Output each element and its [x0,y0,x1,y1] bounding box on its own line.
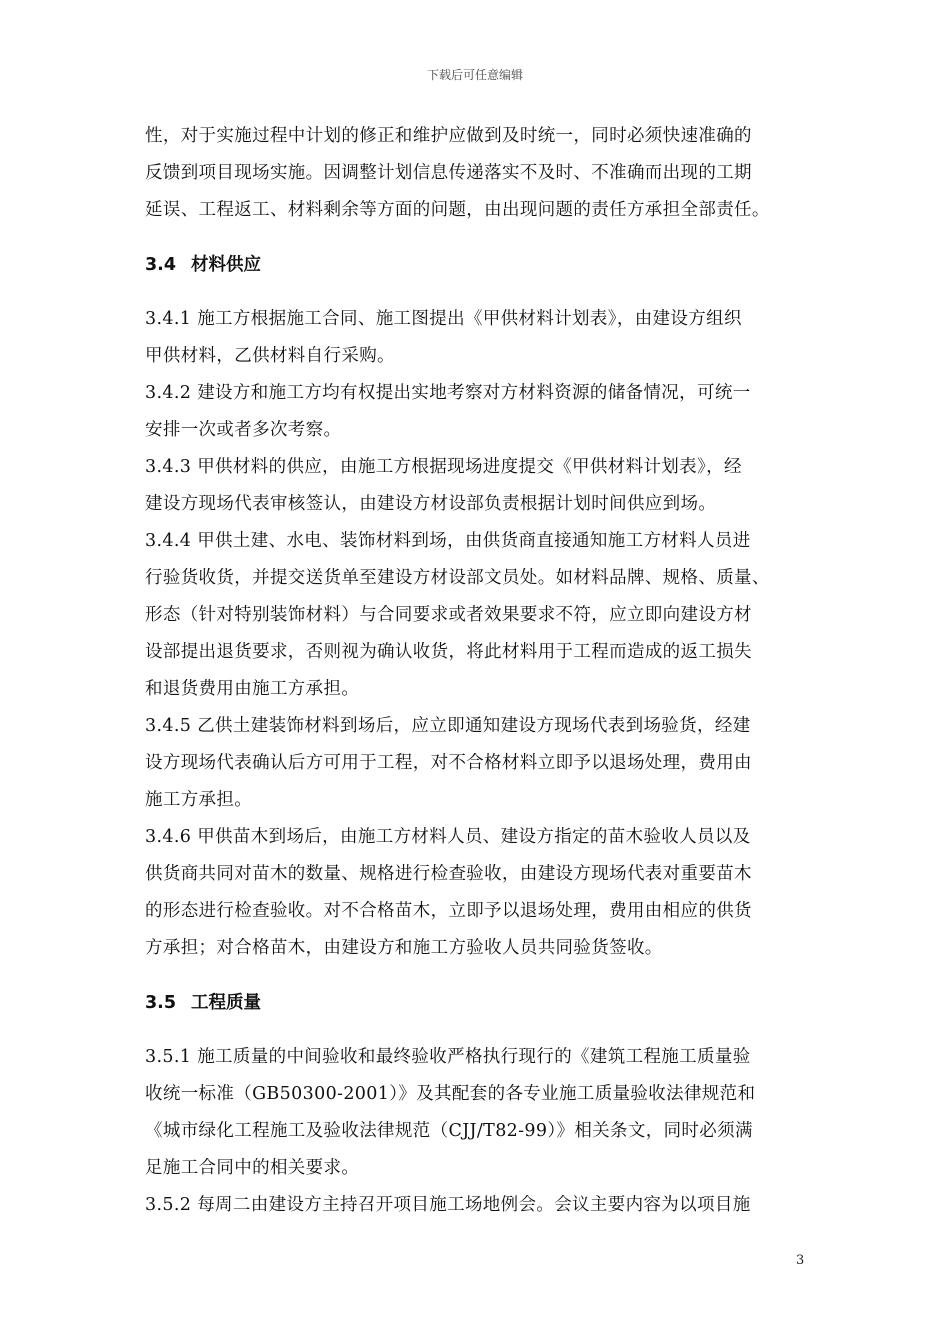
section-heading-3-5 [145,985,815,1022]
text-line: 收统一标准（GB50300-2001）》及其配套的各专业施工质量验收法律规范和 [145,1084,756,1104]
section-3-4-body [145,301,815,967]
section-title: 材料供应 [191,255,261,275]
document-body [145,118,815,1224]
page-header: 下载后可任意编辑 [426,68,523,82]
text-line: 方承担；对合格苗木，由建设方和施工方验收人员共同验货签收。 [145,938,663,958]
intro-paragraph [145,118,815,229]
text-line: 甲供材料，乙供材料自行采购。 [145,346,395,366]
text-line: 性，对于实施过程中计划的修正和维护应做到及时统一，同时必须快速准确的 [145,126,752,146]
text-line: 3.4.4 甲供土建、水电、装饰材料到场，由供货商直接通知施工方材料人员进 [145,531,751,551]
text-line: 建设方现场代表审核签认，由建设方材设部负责根据计划时间供应到场。 [145,494,717,514]
text-line: 《城市绿化工程施工及验收法律规范（CJJ/T82-99）》相关条文，同时必须满 [145,1121,753,1141]
page-number: 3 [796,1253,805,1268]
text-line: 3.4.1 施工方根据施工合同、施工图提出《甲供材料计划表》，由建设方组织 [145,309,742,329]
text-line: 足施工合同中的相关要求。 [145,1158,360,1178]
section-heading-3-4 [145,247,815,284]
text-line: 安排一次或者多次考察。 [145,420,342,440]
text-line: 3.4.5 乙供土建装饰材料到场后，应立即通知建设方现场代表到场验货，经建 [145,716,751,736]
text-line: 的形态进行检查验收。对不合格苗木，立即予以退场处理，费用由相应的供货 [145,901,752,921]
text-line: 3.4.6 甲供苗木到场后，由施工方材料人员、建设方指定的苗木验收人员以及 [145,827,751,847]
text-line: 3.4.3 甲供材料的供应，由施工方根据现场进度提交《甲供材料计划表》，经 [145,457,742,477]
section-3-5-body [145,1039,815,1224]
section-title: 工程质量 [191,993,261,1013]
section-number: 3.5 [145,993,177,1013]
text-line: 3.5.1 施工质量的中间验收和最终验收严格执行现行的《建筑工程施工质量验 [145,1047,751,1067]
text-line: 设方现场代表确认后方可用于工程，对不合格材料立即予以退场处理，费用由 [145,753,752,773]
section-number: 3.4 [145,255,177,275]
text-line: 施工方承担。 [145,790,253,810]
text-line: 行验货收货，并提交送货单至建设方材设部文员处。如材料品牌、规格、质量、 [145,568,770,588]
text-line: 反馈到项目现场实施。因调整计划信息传递落实不及时、不准确而出现的工期 [145,163,752,183]
text-line: 延误、工程返工、材料剩余等方面的问题，由出现问题的责任方承担全部责任。 [145,200,770,220]
text-line: 3.4.2 建设方和施工方均有权提出实地考察对方材料资源的储备情况，可统一 [145,383,751,403]
text-line: 和退货费用由施工方承担。 [145,679,360,699]
text-line: 形态（针对特别装饰材料）与合同要求或者效果要求不符，应立即向建设方材 [145,605,752,625]
text-line: 设部提出退货要求，否则视为确认收货，将此材料用于工程而造成的返工损失 [145,642,752,662]
text-line: 供货商共同对苗木的数量、规格进行检查验收，由建设方现场代表对重要苗木 [145,864,752,884]
text-line: 3.5.2 每周二由建设方主持召开项目施工场地例会。会议主要内容为以项目施 [145,1195,751,1215]
